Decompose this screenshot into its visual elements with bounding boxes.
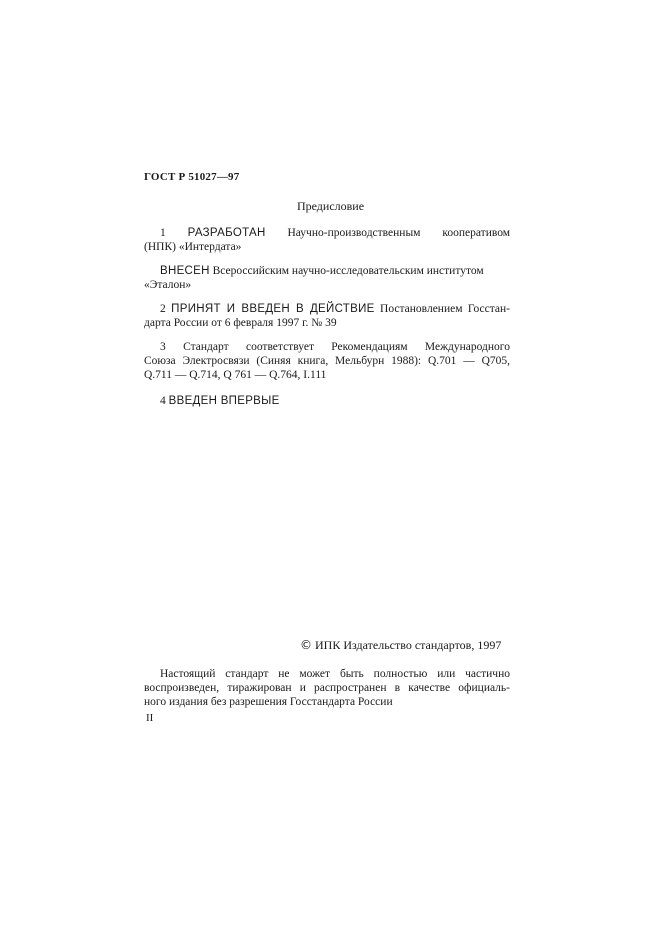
item-first-keyword: ВВЕДЕН ВПЕРВЫЕ <box>168 395 280 407</box>
copyright-icon: © <box>300 638 312 652</box>
item-first <box>144 394 510 408</box>
reproduction-notice <box>144 667 510 709</box>
notice-line3: ного издания без разрешения Госстандарта России <box>144 696 393 708</box>
item-conforms-line3: Q.711 — Q.714, Q 761 — Q.764, I.111 <box>144 369 327 381</box>
standard-number: ГОСТ Р 51027—97 <box>144 171 240 183</box>
item-introduced-text: Всероссийским научно-исследовательским институтом <box>209 265 484 277</box>
item-developed-number: 1 <box>160 227 166 239</box>
item-conforms-number: 3 <box>160 341 166 353</box>
item-conforms-line1 <box>144 340 510 354</box>
item-developed <box>144 226 510 254</box>
item-introduced-keyword: ВНЕСЕН <box>160 265 210 277</box>
item-adopted-keyword: ПРИНЯТ И ВВЕДЕН В ДЕЙСТВИЕ <box>171 303 375 315</box>
item-adopted-text: Постановлением Госстан- <box>374 303 511 315</box>
item-introduced-line2: «Эталон» <box>144 279 192 291</box>
item-first-line1 <box>144 394 510 408</box>
item-adopted-line2: дарта России от 6 февраля 1997 г. № 39 <box>144 317 337 329</box>
copyright-text: ИПК Издательство стандартов, 1997 <box>315 638 502 652</box>
item-developed-keyword: РАЗРАБОТАН <box>187 227 266 239</box>
notice-line2: воспроизведен, тиражирован и распространен в качестве официаль- <box>144 682 510 694</box>
item-adopted-number: 2 <box>160 303 166 315</box>
item-conforms-line2: Союза Электросвязи (Синяя книга, Мельбурн 1988): Q.701 — Q705, <box>144 355 510 367</box>
item-developed-line1 <box>144 226 510 240</box>
preface-heading: Предисловие <box>296 199 365 213</box>
page-number: II <box>146 712 154 724</box>
item-introduced <box>144 264 510 292</box>
item-adopted-line1 <box>144 302 510 316</box>
notice-line1: Настоящий стандарт не может быть полностью или частично <box>160 668 510 680</box>
item-first-number: 4 <box>160 395 166 407</box>
item-introduced-line1 <box>144 264 510 278</box>
item-developed-line2: (НПК) «Интердата» <box>144 241 242 253</box>
item-conforms-text: Стандарт соответствует Рекомендациям Международного <box>183 341 510 353</box>
item-developed-text: Научно-производственным кооперативом <box>287 227 511 239</box>
copyright-line <box>300 638 501 653</box>
item-conforms <box>144 340 510 382</box>
item-adopted <box>144 302 510 330</box>
